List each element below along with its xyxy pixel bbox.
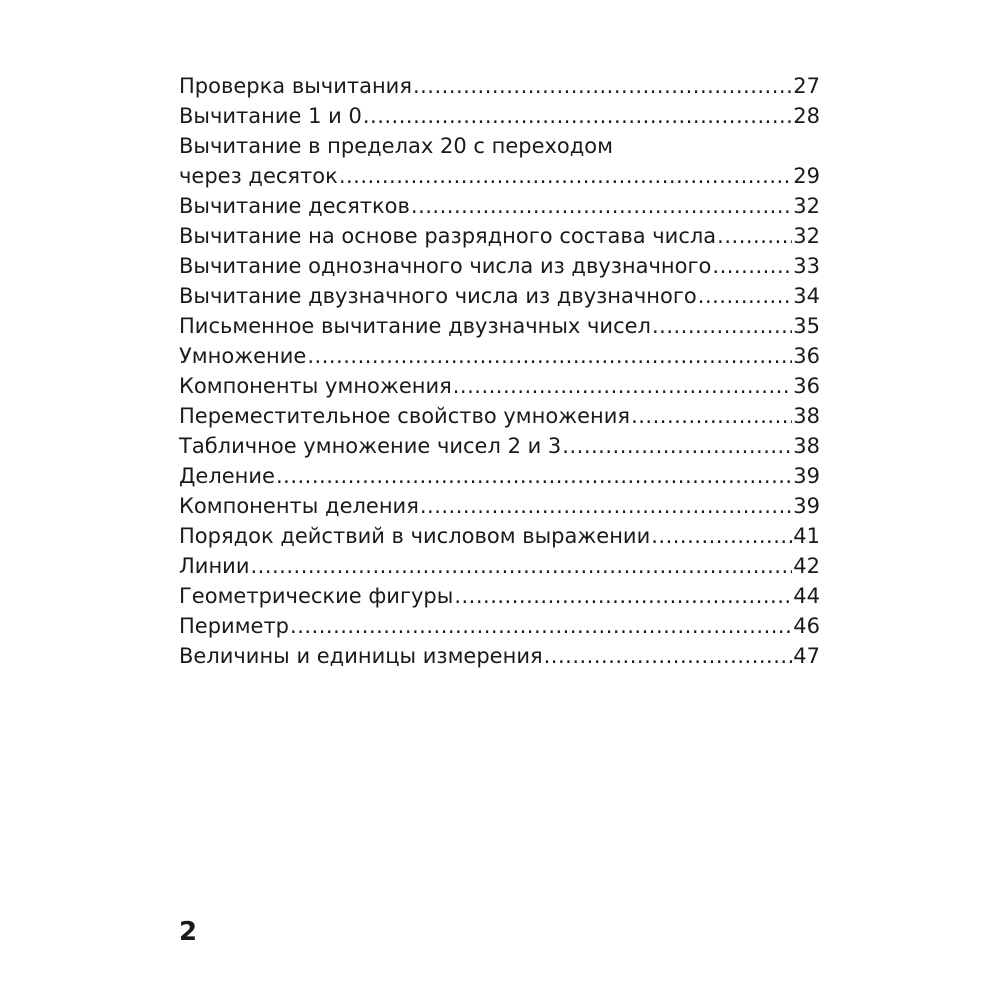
toc-entry-title: Геометрические фигуры [179,584,454,608]
toc-entry[interactable] [179,611,820,641]
toc-entry-page: 39 [793,494,820,518]
toc-leader-dots [453,371,793,401]
toc-entry[interactable] [179,581,820,611]
toc-entry-title: Периметр [179,614,290,638]
toc-entry-page: 28 [793,104,820,128]
toc-entry[interactable] [179,281,820,311]
toc-entry[interactable] [179,221,820,251]
toc-entry-page: 41 [793,524,820,548]
toc-entry-page: 32 [793,194,820,218]
toc-entry-page: 39 [793,464,820,488]
toc-leader-dots [250,551,792,581]
toc-entry[interactable] [179,401,820,431]
toc-entry-title: Линии [179,554,250,578]
toc-entry[interactable] [179,101,820,131]
table-of-contents [179,71,820,671]
toc-leader-dots [712,251,792,281]
toc-entry-page: 33 [793,254,820,278]
toc-entry[interactable] [179,191,820,221]
toc-entry-page: 36 [793,344,820,368]
toc-leader-dots [717,221,792,251]
toc-entry-title: Величины и единицы измерения [179,644,543,668]
toc-entry-page: 46 [793,614,820,638]
toc-leader-dots [420,491,792,521]
toc-entry-page: 38 [793,434,820,458]
toc-entry-page: 44 [793,584,820,608]
toc-leader-dots [413,71,792,101]
toc-entry[interactable] [179,161,820,191]
toc-leader-dots [307,341,792,371]
toc-entry[interactable] [179,491,820,521]
toc-leader-dots [652,311,792,341]
page-number: 2 [179,917,198,947]
toc-entry[interactable] [179,521,820,551]
toc-entry[interactable] [179,371,820,401]
toc-entry[interactable] [179,251,820,281]
toc-entry-page: 27 [793,74,820,98]
toc-leader-dots [411,191,792,221]
toc-entry[interactable] [179,551,820,581]
toc-entry-page: 34 [793,284,820,308]
toc-entry[interactable] [179,461,820,491]
toc-entry-title: Вычитание десятков [179,194,410,218]
toc-entry-title-line1[interactable]: Вычитание в пределах 20 с переходом [179,134,613,158]
toc-entry-page: 35 [793,314,820,338]
toc-entry-title: Письменное вычитание двузначных чисел [179,314,651,338]
toc-entry-title: Компоненты умножения [179,374,452,398]
toc-entry-page: 42 [793,554,820,578]
toc-leader-dots [544,641,793,671]
toc-entry-title: Табличное умножение чисел 2 и 3 [179,434,562,458]
toc-leader-dots [339,161,792,191]
toc-entry-title: Порядок действий в числовом выражении [179,524,651,548]
toc-entry-page: 32 [793,224,820,248]
toc-entry-page: 29 [793,164,820,188]
toc-entry-page: 47 [793,644,820,668]
toc-leader-dots [651,521,792,551]
toc-leader-dots [562,431,792,461]
toc-entry-title: Вычитание 1 и 0 [179,104,362,128]
toc-entry-title: Вычитание однозначного числа из двузначного [179,254,712,278]
toc-entry[interactable] [179,311,820,341]
toc-leader-dots [698,281,793,311]
toc-entry-title: Компоненты деления [179,494,419,518]
toc-leader-dots [363,101,792,131]
toc-entry-title: Умножение [179,344,307,368]
toc-entry-page: 38 [793,404,820,428]
toc-leader-dots [276,461,792,491]
toc-entry-title: через десяток [179,164,338,188]
toc-entry-title: Переместительное свойство умножения [179,404,631,428]
toc-entry[interactable] [179,341,820,371]
toc-entry-title: Вычитание двузначного числа из двузначного [179,284,697,308]
toc-entry-title: Проверка вычитания [179,74,412,98]
toc-entry-page: 36 [793,374,820,398]
toc-entry[interactable] [179,71,820,101]
toc-leader-dots [631,401,792,431]
toc-entry-title: Вычитание на основе разрядного состава числа [179,224,717,248]
toc-entry-title: Деление [179,464,275,488]
toc-leader-dots [454,581,792,611]
toc-entry[interactable] [179,431,820,461]
toc-leader-dots [290,611,792,641]
toc-entry[interactable] [179,641,820,671]
